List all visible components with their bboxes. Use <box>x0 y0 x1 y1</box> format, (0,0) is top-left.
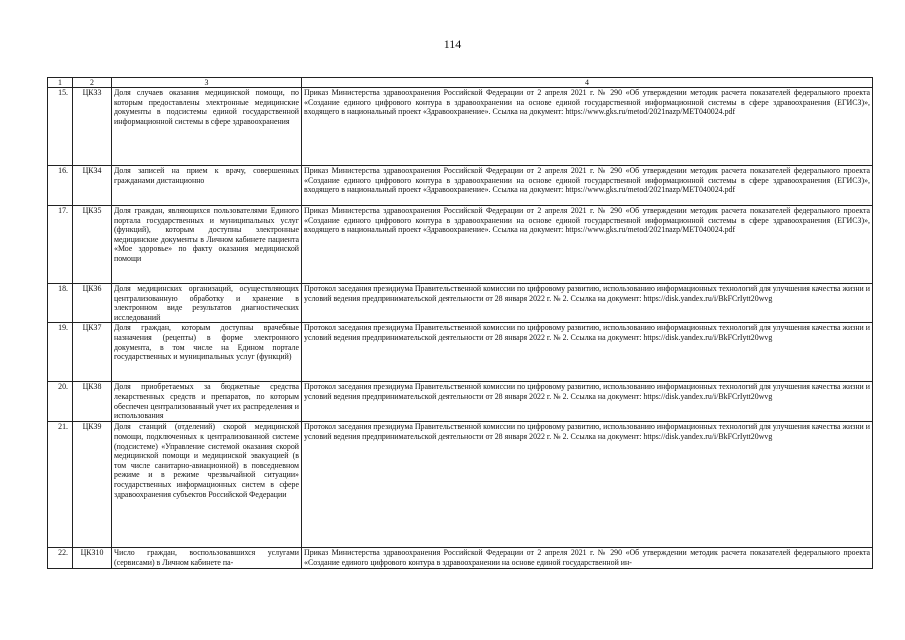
table-row <box>48 422 873 548</box>
indicator-source: Протокол заседания президиума Правительственной комиссии по цифровому развитию, использованию информационных технологий для улучшения качества жизни и условий ведения предпринимательской деятельности от 28 января 2022 г. № 2. Ссылка на документ: https://disk.yandex.ru/i/BkFCrIytt20wvg <box>302 382 873 422</box>
table-row <box>48 166 873 206</box>
indicator-source: Приказ Министерства здравоохранения Российской Федерации от 2 апреля 2021 г. № 290 «Об утверждении методик расчета показателей федерального проекта «Создание единого цифрового контура в здравоохранении на основе единой государственной информационной системы в сфере здравоохранения (ЕГИСЗ)», входящего в национальный проект «Здравоохранение». Ссылка на документ: https://www.gks.ru/metod/2021nazp/MET040024.pdf <box>302 88 873 166</box>
indicator-name: Доля приобретаемых за бюджетные средства лекарственных средств и препаратов, по которым обеспечен централизованный учет их распределения и использования <box>112 382 302 422</box>
indicator-code: ЦКЗ4 <box>73 166 112 206</box>
indicator-code: ЦКЗ5 <box>73 206 112 284</box>
table-row <box>48 323 873 382</box>
indicator-source: Приказ Министерства здравоохранения Российской Федерации от 2 апреля 2021 г. № 290 «Об утверждении методик расчета показателей федерального проекта «Создание единого цифрового контура в здравоохранении на основе единой государственной информационной системы в сфере здравоохранения (ЕГИСЗ)», входящего в национальный проект «Здравоохранение». Ссылка на документ: https://www.gks.ru/metod/2021nazp/MET040024.pdf <box>302 166 873 206</box>
header-cell: 4 <box>302 78 873 88</box>
row-number: 17. <box>48 206 73 284</box>
indicator-name: Доля граждан, которым доступны врачебные назначения (рецепты) в форме электронного документа, в том числе на Едином портале государственных и муниципальных услуг (функций) <box>112 323 302 382</box>
row-number: 18. <box>48 284 73 323</box>
row-number: 19. <box>48 323 73 382</box>
table-row <box>48 88 873 166</box>
indicator-source: Протокол заседания президиума Правительственной комиссии по цифровому развитию, использованию информационных технологий для улучшения качества жизни и условий ведения предпринимательской деятельности от 28 января 2022 г. № 2. Ссылка на документ: https://disk.yandex.ru/i/BkFCrIytt20wvg <box>302 284 873 323</box>
row-number: 22. <box>48 548 73 569</box>
table-header-row <box>48 78 873 88</box>
row-number: 16. <box>48 166 73 206</box>
indicator-source: Приказ Министерства здравоохранения Российской Федерации от 2 апреля 2021 г. № 290 «Об утверждении методик расчета показателей федерального проекта «Создание единого цифрового контура в здравоохранении на основе единой государственной ин- <box>302 548 873 569</box>
indicator-code: ЦКЗ6 <box>73 284 112 323</box>
row-number: 20. <box>48 382 73 422</box>
page-number: 114 <box>443 37 462 51</box>
indicator-code: ЦКЗ9 <box>73 422 112 548</box>
table-row <box>48 206 873 284</box>
indicator-name: Число граждан, воспользовавшихся услугами (сервисами) в Личном кабинете па- <box>112 548 302 569</box>
row-number: 15. <box>48 88 73 166</box>
indicator-name: Доля случаев оказания медицинской помощи, по которым предоставлены электронные медицинские документы в подсистемы единой государственной информационной системы в сфере здравоохранения <box>112 88 302 166</box>
indicator-source: Протокол заседания президиума Правительственной комиссии по цифровому развитию, использованию информационных технологий для улучшения качества жизни и условий ведения предпринимательской деятельности от 28 января 2022 г. № 2. Ссылка на документ: https://disk.yandex.ru/i/BkFCrIytt20wvg <box>302 422 873 548</box>
indicator-name: Доля граждан, являющихся пользователями Единого портала государственных и муниципальных услуг (функций), которым доступны электронные медицинские документы в Личном кабинете пациента «Мое здоровье» по факту оказания медицинской помощи <box>112 206 302 284</box>
table-row <box>48 284 873 323</box>
indicator-code: ЦКЗ3 <box>73 88 112 166</box>
indicator-code: ЦКЗ10 <box>73 548 112 569</box>
row-number: 21. <box>48 422 73 548</box>
table-row <box>48 548 873 569</box>
indicator-source: Протокол заседания президиума Правительственной комиссии по цифровому развитию, использованию информационных технологий для улучшения качества жизни и условий ведения предпринимательской деятельности от 28 января 2022 г. № 2. Ссылка на документ: https://disk.yandex.ru/i/BkFCrIytt20wvg <box>302 323 873 382</box>
indicator-name: Доля записей на прием к врачу, совершенных гражданами дистанционно <box>112 166 302 206</box>
indicator-source: Приказ Министерства здравоохранения Российской Федерации от 2 апреля 2021 г. № 290 «Об утверждении методик расчета показателей федерального проекта «Создание единого цифрового контура в здравоохранении на основе единой государственной информационной системы в сфере здравоохранения (ЕГИСЗ)», входящего в национальный проект «Здравоохранение». Ссылка на документ: https://www.gks.ru/metod/2021nazp/MET040024.pdf <box>302 206 873 284</box>
indicator-name: Доля медицинских организаций, осуществляющих централизованную обработку и хранение в электронном виде результатов диагностических исследований <box>112 284 302 323</box>
indicators-table <box>47 77 873 569</box>
indicator-name: Доля станций (отделений) скорой медицинской помощи, подключенных к централизованной системе (подсистеме) «Управление системой оказания скорой медицинской помощи и медицинской эвакуацией (в том числе санитарно-авиационной) в повседневном режиме и в режиме чрезвычайной ситуации» государственных информационных систем в сфере здравоохранения субъектов Российской Федерации <box>112 422 302 548</box>
indicator-code: ЦКЗ7 <box>73 323 112 382</box>
indicator-code: ЦКЗ8 <box>73 382 112 422</box>
header-cell: 1 <box>48 78 73 88</box>
header-cell: 2 <box>73 78 112 88</box>
table-row <box>48 382 873 422</box>
header-cell: 3 <box>112 78 302 88</box>
